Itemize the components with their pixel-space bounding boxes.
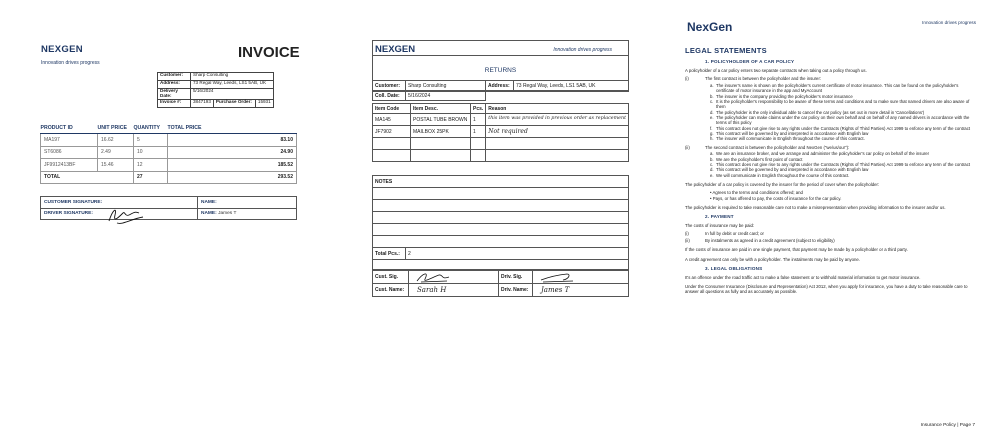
row-total: 24.90 xyxy=(168,146,297,159)
driv-signature-image xyxy=(533,271,629,284)
customer-value: Sharp Consulting xyxy=(406,81,486,91)
total-pcs-value: 2 xyxy=(406,248,629,260)
row-id: ST6086 xyxy=(41,146,98,159)
returns-brand: NEXGEN xyxy=(375,44,416,55)
list-item: The policyholder is the only individual able to cancel the car policy (as set out in more detail in 'Cancellations') xyxy=(716,109,925,115)
col-item-code: Item Code xyxy=(373,104,411,114)
law-para-2: Under the Consumer Insurance (Disclosure and Representation) Act 2012, when you apply for insurance, you have a duty to take reasonable care to answer all questions as fully and as accurately as possible. xyxy=(685,284,968,295)
list-item: We are an insurance broker, and we arrange and administer the policyholder's car policy on behalf of the insurer xyxy=(716,151,930,157)
row-price: 2.49 xyxy=(98,146,134,159)
driver-signature-cell xyxy=(41,208,198,220)
legal-brand: NexGen xyxy=(687,20,733,34)
notes-label: NOTES xyxy=(373,176,629,188)
address-label: Address: xyxy=(486,81,514,91)
driver-signature-image xyxy=(105,205,145,227)
returns-title: RETURNS xyxy=(484,67,517,74)
item-code: MA145 xyxy=(373,114,411,126)
address-label: Address: xyxy=(158,81,191,89)
customer-label: Customer: xyxy=(158,73,191,81)
list-item: The insurer is the company providing the policyholder's motor insurance xyxy=(716,93,853,99)
total-label: TOTAL xyxy=(41,171,134,184)
invoice-customer-table xyxy=(157,72,274,108)
cust-name-label: Cust. Name: xyxy=(373,284,409,297)
total-row xyxy=(41,171,297,184)
legal-heading: LEGAL STATEMENTS xyxy=(685,46,767,55)
contract-2-num: (ii) xyxy=(685,144,690,150)
section-2-title: 2. PAYMENT xyxy=(705,214,734,220)
legal-page: NexGen Innovation drives progress LEGAL STATEMENTS 1. POLICYHOLDER OF A CAR POLICY A policyholder of a car policy enters two separate contracts when taking out a policy through us. (i) The first contract is between the policyholder and the insurer: a. The insurer's name is shown on the policyholder's current certificate of motor insurance. This can be found on the policyholder's certificate of motor insurance in the app and MyAccount b. The insurer is the company providing the policyholder's motor insurance c. It is the policyholder's responsibility to be aware of these terms and conditions and to make sure that named drivers are also aware of them d. The policyholder is the only individual able to cancel the car policy (as set out in more detail in 'Cancellations') e. The policyholder can make claims under the car policy on their own behalf and on behalf of any named drivers in accordance with the terms of this policy f. This contract does not give rise to any rights under the Contracts (Rights of Third Parties) Act 1999 to enforce any term of the contract g. This contract will be governed by and interpreted in accordance with English law h. The insurer will communicate in English throughout the course of this contract. (ii) The second contract is between the policyholder and NexGen ("we/us/our"): a. We are an insurance broker, and we arrange and administer the policyholder's car policy on behalf of the insurer b. We are the policyholder's first point of contact c. This contract does not give rise to any rights under the Contracts (Rights of Third Parties) Act 1999 to enforce any term of the contract d. This contract will be governed by and interpreted in accordance with English law e. We will communicate in English throughout the course of this contract. The policyholder of a car policy is covered by the insurer for the period of cover when the policyholder: • Agrees to the terms and conditions offered; and • Pays, or has offered to pay, the costs of insurance for the car policy. The policyholder is required to take reasonable care not to make a misrepresentation when providing information to the insurer and/or us. 2. PAYMENT The costs of insurance may be paid: (i) In full by debit or credit card; or (ii) By instalments as agreed in a credit agreement (subject to eligibility) If the costs of insurance are paid in one single payment, that payment may be made by a policyholder or a third party. A credit agreement can only be with a policyholder. The instalments may be paid by anyone. 3. LEGAL OBLIGATIONS It's an offence under the road traffic act to make a false statement or to withhold material information to get motor insurance. Under the Consumer Insurance (Disclosure and Representation) Act 2012, when you apply for insurance, you have a duty to take reasonable care to answer all questions as fully and as accurately as possible. Insurance Policy | Page 7 xyxy=(662,0,1000,433)
returns-items-table xyxy=(372,103,629,162)
list-item: • Agrees to the terms and conditions offered; and xyxy=(710,190,803,196)
address-value: 73 Regal Way, Leeds, LS1 5AB, UK xyxy=(514,81,629,91)
payment-intro: The costs of insurance may be paid: xyxy=(685,223,755,229)
disclose-text: The policyholder is required to take reasonable care not to make a misrepresentation when providing information to the insurer and/or us. xyxy=(685,205,946,211)
row-id: JF9912413BF xyxy=(41,159,98,172)
contract-1-text: The first contract is between the policyholder and the insurer: xyxy=(705,76,822,82)
table-row xyxy=(41,146,297,159)
cover-text: The policyholder of a car policy is covered by the insurer for the period of cover when the policyholder: xyxy=(685,181,880,187)
col-quantity: QUANTITY xyxy=(134,125,168,134)
total-amount: 293.52 xyxy=(168,171,297,184)
total-pcs-label: Total Pcs.: xyxy=(373,248,406,260)
invoice-number-label: Invoice #: xyxy=(158,99,191,107)
list-item: In full by debit or credit card; or xyxy=(705,231,764,237)
table-row xyxy=(373,114,629,126)
invoice-title: INVOICE xyxy=(238,44,300,61)
returns-notes-table xyxy=(372,175,629,248)
row-qty: 12 xyxy=(134,159,168,172)
list-item: This contract will be governed by and interpreted in accordance with English law xyxy=(716,167,869,173)
list-item: This contract does not give rise to any rights under the Contracts (Rights of Third Parties) Act 1999 to enforce any term of the contract xyxy=(716,125,971,131)
item-pcs: 1 xyxy=(471,114,486,126)
col-unit-price: UNIT PRICE xyxy=(98,125,134,134)
list-item: It is the policyholder's responsibility to be aware of these terms and conditions and to make sure that named drivers are also aware of them xyxy=(716,98,970,110)
col-reason: Reason xyxy=(486,104,629,114)
driver-signature-label: DRIVER SIGNATURE: xyxy=(44,211,93,217)
total-qty: 27 xyxy=(134,171,168,184)
col-item-desc: Item Desc. xyxy=(411,104,471,114)
item-desc: MAILBOX 25PK xyxy=(411,126,471,138)
driv-name-label: Driv. Name: xyxy=(499,284,533,297)
item-pcs: 1 xyxy=(471,126,486,138)
address-value: 73 Regal Way, Leeds, LS1 5AB, UK xyxy=(191,81,274,89)
customer-name-label: NAME: xyxy=(198,197,297,209)
returns-tagline: Innovation drives progress xyxy=(553,47,612,53)
payment-para-2: A credit agreement can only be with a policyholder. The instalments may be paid by anyone. xyxy=(685,256,861,262)
driver-name-value: James T xyxy=(218,211,237,217)
section-3-title: 3. LEGAL OBLIGATIONS xyxy=(705,265,763,271)
invoice-page xyxy=(0,0,325,433)
returns-customer-table xyxy=(372,80,629,101)
list-item: We are the policyholder's first point of contact xyxy=(716,156,803,162)
invoice-tagline: Innovation drives progress xyxy=(41,60,100,66)
row-price: 15.46 xyxy=(98,159,134,172)
list-item: The insurer's name is shown on the policyholder's current certificate of motor insurance. This can be found on the policyholder's certificate of motor insurance in the app and MyAccount xyxy=(716,82,959,94)
row-total: 185.52 xyxy=(168,159,297,172)
invoice-signature-table xyxy=(40,196,297,220)
customer-signature-label: CUSTOMER SIGNATURE: xyxy=(41,197,198,209)
list-item: • Pays, or has offered to pay, the costs of insurance for the car policy. xyxy=(710,195,842,201)
row-id: MA197 xyxy=(41,134,98,147)
coll-date-value: 5/16/2024 xyxy=(406,91,486,101)
table-row xyxy=(41,134,297,147)
delivery-value: 5/16/2024 xyxy=(191,89,274,100)
driver-name-label: NAME: xyxy=(201,211,217,217)
payment-para-1: If the costs of insurance are paid in one single payment, that payment may be made by a policyholder or a third party. xyxy=(685,247,908,253)
item-code: JF7902 xyxy=(373,126,411,138)
returns-total-table xyxy=(372,247,629,270)
law-para-1: It's an offence under the road traffic act to make a false statement or to withhold material information to get motor insurance. xyxy=(685,274,921,280)
driv-name-value: James T xyxy=(533,284,629,297)
table-row xyxy=(373,126,629,138)
invoice-number-value: 3847193 xyxy=(191,99,214,107)
cust-name-value: Sarah H xyxy=(409,284,499,297)
list-item: The policyholder can make claims under the car policy on their own behalf and on behalf of any named drivers in accordance with the terms of this policy xyxy=(716,114,970,126)
contract-1-num: (i) xyxy=(685,76,689,82)
list-item: This contract will be governed by and interpreted in accordance with English law xyxy=(716,131,869,137)
po-value: 15931 xyxy=(255,99,273,107)
list-item: By instalments as agreed in a credit agreement (subject to eligibility) xyxy=(705,237,835,243)
cust-sig-label: Cust. Sig. xyxy=(373,271,409,284)
page-footer: Insurance Policy | Page 7 xyxy=(920,423,975,428)
product-table xyxy=(40,125,297,184)
legal-tagline: Innovation drives progress xyxy=(922,20,976,25)
list-item: The insurer will communicate in English throughout the course of this contract. xyxy=(716,136,865,142)
section-1-intro: A policyholder of a car policy enters two separate contracts when taking out a policy through us. xyxy=(685,68,867,74)
delivery-label: Delivery Date: xyxy=(158,89,191,100)
customer-value: Sharp Consulting xyxy=(191,73,274,81)
section-1-title: 1. POLICYHOLDER OF A CAR POLICY xyxy=(705,59,795,65)
customer-label: Customer: xyxy=(373,81,406,91)
item-reason: Not required xyxy=(486,126,629,138)
driv-sig-label: Driv. Sig. xyxy=(499,271,533,284)
po-label: Purchase Order: xyxy=(213,99,255,107)
table-row xyxy=(41,159,297,172)
list-item: This contract does not give rise to any rights under the Contracts (Rights of Third Parties) Act 1999 to enforce any term of the contract xyxy=(716,161,971,167)
row-qty: 10 xyxy=(134,146,168,159)
col-pcs: Pcs. xyxy=(471,104,486,114)
row-total: 83.10 xyxy=(168,134,297,147)
cust-signature-image xyxy=(409,271,499,284)
row-price: 16.62 xyxy=(98,134,134,147)
contract-2-text: The second contract is between the policyholder and NexGen ("we/us/our"): xyxy=(705,144,850,150)
invoice-brand: NEXGEN xyxy=(41,44,83,55)
col-total-price: TOTAL PRICE xyxy=(168,125,297,134)
col-product-id: PRODUCT ID xyxy=(41,125,98,134)
coll-date-label: Coll. Date: xyxy=(373,91,406,101)
row-qty: 5 xyxy=(134,134,168,147)
item-reason: this item was provided in previous order as replacement xyxy=(486,114,629,126)
returns-signature-table xyxy=(372,270,629,297)
item-desc: POSTAL TUBE BROWN xyxy=(411,114,471,126)
list-item: We will communicate in English throughout the course of this contract. xyxy=(716,172,850,178)
